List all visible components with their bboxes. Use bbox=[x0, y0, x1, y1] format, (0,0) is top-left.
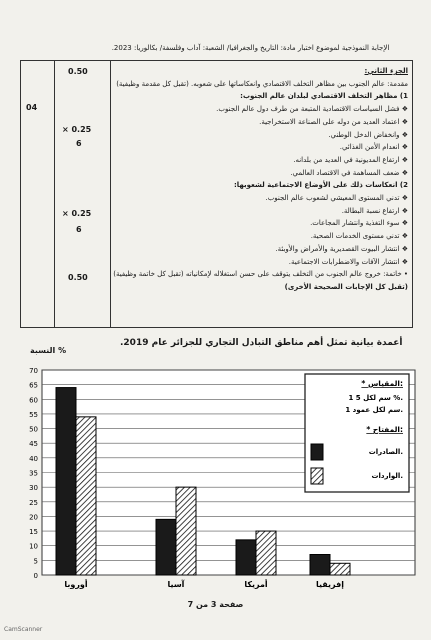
y-tick-label: 35 bbox=[29, 469, 38, 478]
bar-imports bbox=[256, 531, 276, 575]
legend-scale-line: 1 سم لكل 5 %. bbox=[348, 394, 403, 402]
answer-line: ❖ وانخفاض الدخل الوطني. bbox=[328, 130, 408, 139]
legend-label-exports: الصادرات. bbox=[368, 448, 403, 456]
bar-exports bbox=[56, 388, 76, 575]
y-tick-label: 45 bbox=[29, 440, 38, 449]
chart-title: أعمدة بيانية تمثل أهم مناطق التبادل التجاري للجزائر عام 2019. bbox=[120, 338, 403, 348]
score-intro: 0.50 bbox=[68, 67, 88, 76]
y-tick-label: 50 bbox=[29, 425, 38, 434]
scanner-watermark: CamScanner bbox=[4, 626, 43, 633]
y-tick-label: 20 bbox=[29, 513, 38, 522]
score-part1-count: 6 bbox=[76, 139, 82, 148]
answer-line: 2) انعكاسات ذلك على الأوضاع الاجتماعية لشعوبها: bbox=[233, 181, 408, 190]
answer-line: ❖ انعدام الأمن الغذائي. bbox=[339, 143, 408, 152]
score-part2: × 0.25 bbox=[62, 209, 92, 218]
y-tick-label: 5 bbox=[33, 557, 38, 566]
score-part1: × 0.25 bbox=[62, 125, 92, 134]
legend-key-title: * المفتاح: bbox=[366, 425, 403, 434]
y-tick-label: 65 bbox=[29, 381, 38, 390]
y-tick-label: 25 bbox=[29, 498, 38, 507]
y-tick-label: 15 bbox=[29, 528, 38, 537]
x-tick-label: آسيا bbox=[167, 580, 185, 589]
section-title: الجزء الثاني: bbox=[364, 67, 408, 75]
detail-column bbox=[54, 61, 111, 327]
y-tick-label: 55 bbox=[29, 410, 38, 419]
bar-exports bbox=[156, 519, 176, 575]
y-tick-label: 40 bbox=[29, 454, 38, 463]
y-tick-label: 0 bbox=[33, 572, 38, 580]
x-tick-label: أوروبا bbox=[64, 580, 88, 589]
answer-line: ❖ ارتفاع نسبة البطالة. bbox=[341, 206, 408, 215]
total-score: 04 bbox=[26, 103, 38, 112]
answer-line: ❖ تدني مستوى الخدمات الصحية. bbox=[310, 232, 408, 241]
answer-line: ❖ اعتماد العديد من دوله على الصناعة الاستخراجية. bbox=[259, 117, 408, 126]
y-tick-label: 10 bbox=[29, 542, 38, 551]
y-tick-label: 60 bbox=[29, 396, 38, 405]
answer-line: 1) مظاهر التخلف الاقتصادي لبلدان عالم الجنوب: bbox=[240, 92, 408, 101]
score-part2-count: 6 bbox=[76, 225, 82, 234]
answer-line: (تقبل كل الإجابات الصحيحة الأخرى) bbox=[284, 282, 408, 291]
bar-imports bbox=[330, 563, 350, 575]
answer-line: • خاتمة: خروج عالم الجنوب من التخلف يتوقف على حسن استغلاله لإمكانياته (تقبل كل خاتمة وظيفية) bbox=[113, 270, 408, 279]
answer-line: ❖ تدني المستوى المعيشي لشعوب عالم الجنوب. bbox=[265, 194, 408, 203]
legend-label-imports: الواردات. bbox=[371, 472, 403, 480]
header: الإجابة النموذجية لموضوع اختبار مادة: التاريخ والجغرافيا/ الشعبة: آداب وفلسفة/ بكالوريا: 2023. bbox=[111, 44, 390, 52]
answer-line: ❖ سوء التغذية وانتشار المجاعات. bbox=[310, 219, 408, 228]
answer-line: ❖ فشل السياسات الاقتصادية المتبعة من طرف دول عالم الجنوب. bbox=[216, 105, 408, 114]
total-column bbox=[21, 61, 55, 327]
y-axis-label: النسبة % bbox=[30, 346, 67, 355]
bar-imports bbox=[76, 417, 96, 575]
answer-lines bbox=[113, 78, 408, 294]
y-tick-label: 70 bbox=[29, 367, 38, 375]
bar-exports bbox=[236, 540, 256, 575]
bar-exports bbox=[310, 555, 330, 576]
answer-line: مقدمة: عالم الجنوب بين مظاهر التخلف الاقتصادي وانعكاساتها على شعوبه. (تقبل كل مقدمة وظيفية) bbox=[116, 79, 408, 88]
answer-line: ❖ انتشار الآفات والاضطرابات الاجتماعية. bbox=[288, 257, 408, 266]
page-number: صفحة 3 من 7 bbox=[187, 600, 244, 609]
bar-chart bbox=[0, 360, 431, 600]
answer-table bbox=[20, 60, 413, 328]
legend-scale-title: * المقياس: bbox=[361, 379, 403, 388]
answer-line: ❖ ارتفاع المديونية في العديد من بلدانه. bbox=[293, 155, 408, 164]
legend-scale-line: 1 سم لكل عمود. bbox=[345, 406, 403, 414]
score-conclusion: 0.50 bbox=[68, 273, 88, 282]
legend-swatch-imports bbox=[311, 468, 323, 484]
x-tick-label: إفريقيا bbox=[316, 580, 344, 589]
x-tick-label: أمريكا bbox=[244, 580, 268, 589]
legend-swatch-exports bbox=[311, 444, 323, 460]
answer-line: ❖ ضعف المساهمة في الاقتصاد العالمي. bbox=[290, 168, 408, 177]
bar-imports bbox=[176, 487, 196, 575]
answer-line: ❖ انتشار البيوت القصديرية والأمراض والأوبئة. bbox=[275, 244, 408, 253]
answer-body bbox=[113, 65, 408, 294]
y-tick-label: 30 bbox=[29, 484, 38, 493]
